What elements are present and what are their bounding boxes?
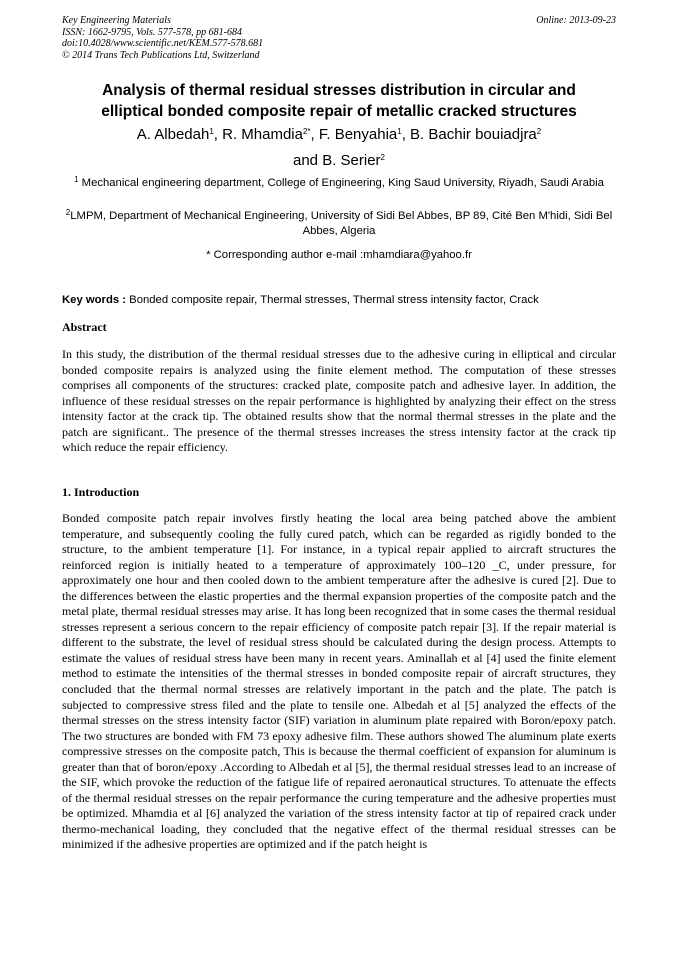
keywords-line bbox=[62, 293, 616, 307]
abstract-text: In this study, the distribution of the thermal residual stresses due to the adhesive curing in elliptical and circular bonded composite repairs is analyzed using the finite element method. The computation of these stresses comprises all components of the structures: cracked plate, composite patch and adhesive layer. In addition, the influence of these residual stresses on the repair performance is highlighted by analyzing their effect on the stress intensity factor at the crack tip. The obtained results show that the normal thermal stresses in the plate and the patch are significant.. The presence of the thermal stresses increases the stress intensity factor at the crack tip which reduce the repair efficiency. bbox=[62, 347, 616, 455]
author-name: and B. Serier bbox=[293, 152, 381, 169]
introduction-heading: 1. Introduction bbox=[62, 485, 140, 499]
author-affiliation-mark: 2* bbox=[302, 127, 311, 136]
journal-header bbox=[62, 15, 263, 61]
corresponding-author: * Corresponding author e-mail :mhamdiara@yahoo.fr bbox=[206, 249, 472, 261]
author-list bbox=[62, 122, 616, 174]
abstract-heading: Abstract bbox=[62, 320, 107, 334]
keywords-label: Key words : bbox=[62, 294, 127, 306]
journal-name: Key Engineering Materials bbox=[62, 15, 171, 26]
affiliation-2 bbox=[62, 209, 616, 239]
affiliation-text: LMPM, Department of Mechanical Engineering, University of Sidi Bel Abbes, BP 89, Cité Ben M'hidi, Sidi Bel Abbes, Algeria bbox=[70, 210, 613, 237]
author-name: , B. Bachir bouiadjra bbox=[401, 126, 537, 143]
author-line-2 bbox=[62, 148, 616, 174]
issn-line: ISSN: 1662-9795, Vols. 577-578, pp 681-684 bbox=[62, 26, 242, 38]
keywords-text: Bonded composite repair, Thermal stresses, Thermal stress intensity factor, Crack bbox=[126, 294, 539, 306]
author-affiliation-mark: 2 bbox=[536, 127, 542, 136]
author-affiliation-mark: 2 bbox=[380, 153, 385, 162]
copyright-line: © 2014 Trans Tech Publications Ltd, Switzerland bbox=[62, 49, 260, 61]
affiliation-mark: 2 bbox=[65, 208, 71, 217]
online-date: Online: 2013-09-23 bbox=[536, 15, 616, 26]
author-affiliation-mark: 1 bbox=[397, 127, 402, 136]
doi-line: doi:10.4028/www.scientific.net/KEM.577-578.681 bbox=[62, 38, 264, 49]
paper-title: Analysis of thermal residual stresses distribution in circular and elliptical bonded composite repair of metallic cracked structures bbox=[101, 82, 577, 120]
author-name: , R. Mhamdia bbox=[213, 126, 303, 143]
introduction-text: Bonded composite patch repair involves firstly heating the local area being patched above the ambient temperature, and subsequently cooling the fully cured patch, which can be regarded as rigidly bonded to the structure, to the ambient temperature [1]. For instance, in a typical repair applied to aircraft structures the reinforced region is initially heated to a temperature of approximately 100–120 _C, under pressure, for approximately one hour and then cooled down to the ambient temperature after the adhesive is cured [2]. Due to the differences between the elastic properties and the thermal expansion properties of the composite patch and the metal plate, thermal residual stresses may arise. It has long been recognized that in some cases the thermal residual stresses represent a serious concern to the repair efficiency of composite patch repair [3]. If the repair material is different to the substrate, the level of residual stress should be calculated during the design process. Attempts to estimate the values of residual stress have been many in recent years. Aminallah et al [4] used the finite element method to estimate the intensities of the thermal stresses in bonded composite repair of aircraft structures, they concluded that the thermal normal stresses are relatively important in the patch and the plate. The patch is subjected to compressive stress filed and the plate to tensile one. Albedah et al [5] analyzed the effects of the thermal stresses on the stress intensity factor (SIF) variation in aluminum plate repaired with Boron/epoxy patch. The two structures are bonded with FM 73 epoxy adhesive film. These authors showed The aluminum plate exerts compressive stresses on the composite patch, This is because the thermal coefficient of expansion for aluminum is greater than that of boron/epoxy .According to Albedah et al [5], the thermal residual stresses lead to an increase of the SIF, which provoke the reduction of the fatigue life of repaired aeronautical structures. To attenuate the effects of the thermal residual stresses on the repair performance the curing temperature and the adhesive properties must be optimized. Mhamdia et al [6] analyzed the variation of the stress intensity factor at tip of repaired crack under thermo-mechanical loading, they concluded that the negative effect of the thermal residual stresses can be minimized if the adhesive properties are optimized and if the patch height is bbox=[62, 511, 616, 852]
affiliation-text: Mechanical engineering department, College of Engineering, King Saud University, Riyadh, Saudi Arabia bbox=[78, 177, 604, 189]
author-affiliation-mark: 1 bbox=[209, 127, 214, 136]
author-name: A. Albedah bbox=[136, 126, 210, 143]
author-name: , F. Benyahia bbox=[310, 126, 398, 143]
affiliation-mark: 1 bbox=[74, 175, 79, 184]
affiliation-1 bbox=[62, 176, 616, 191]
author-line-1 bbox=[62, 122, 616, 148]
